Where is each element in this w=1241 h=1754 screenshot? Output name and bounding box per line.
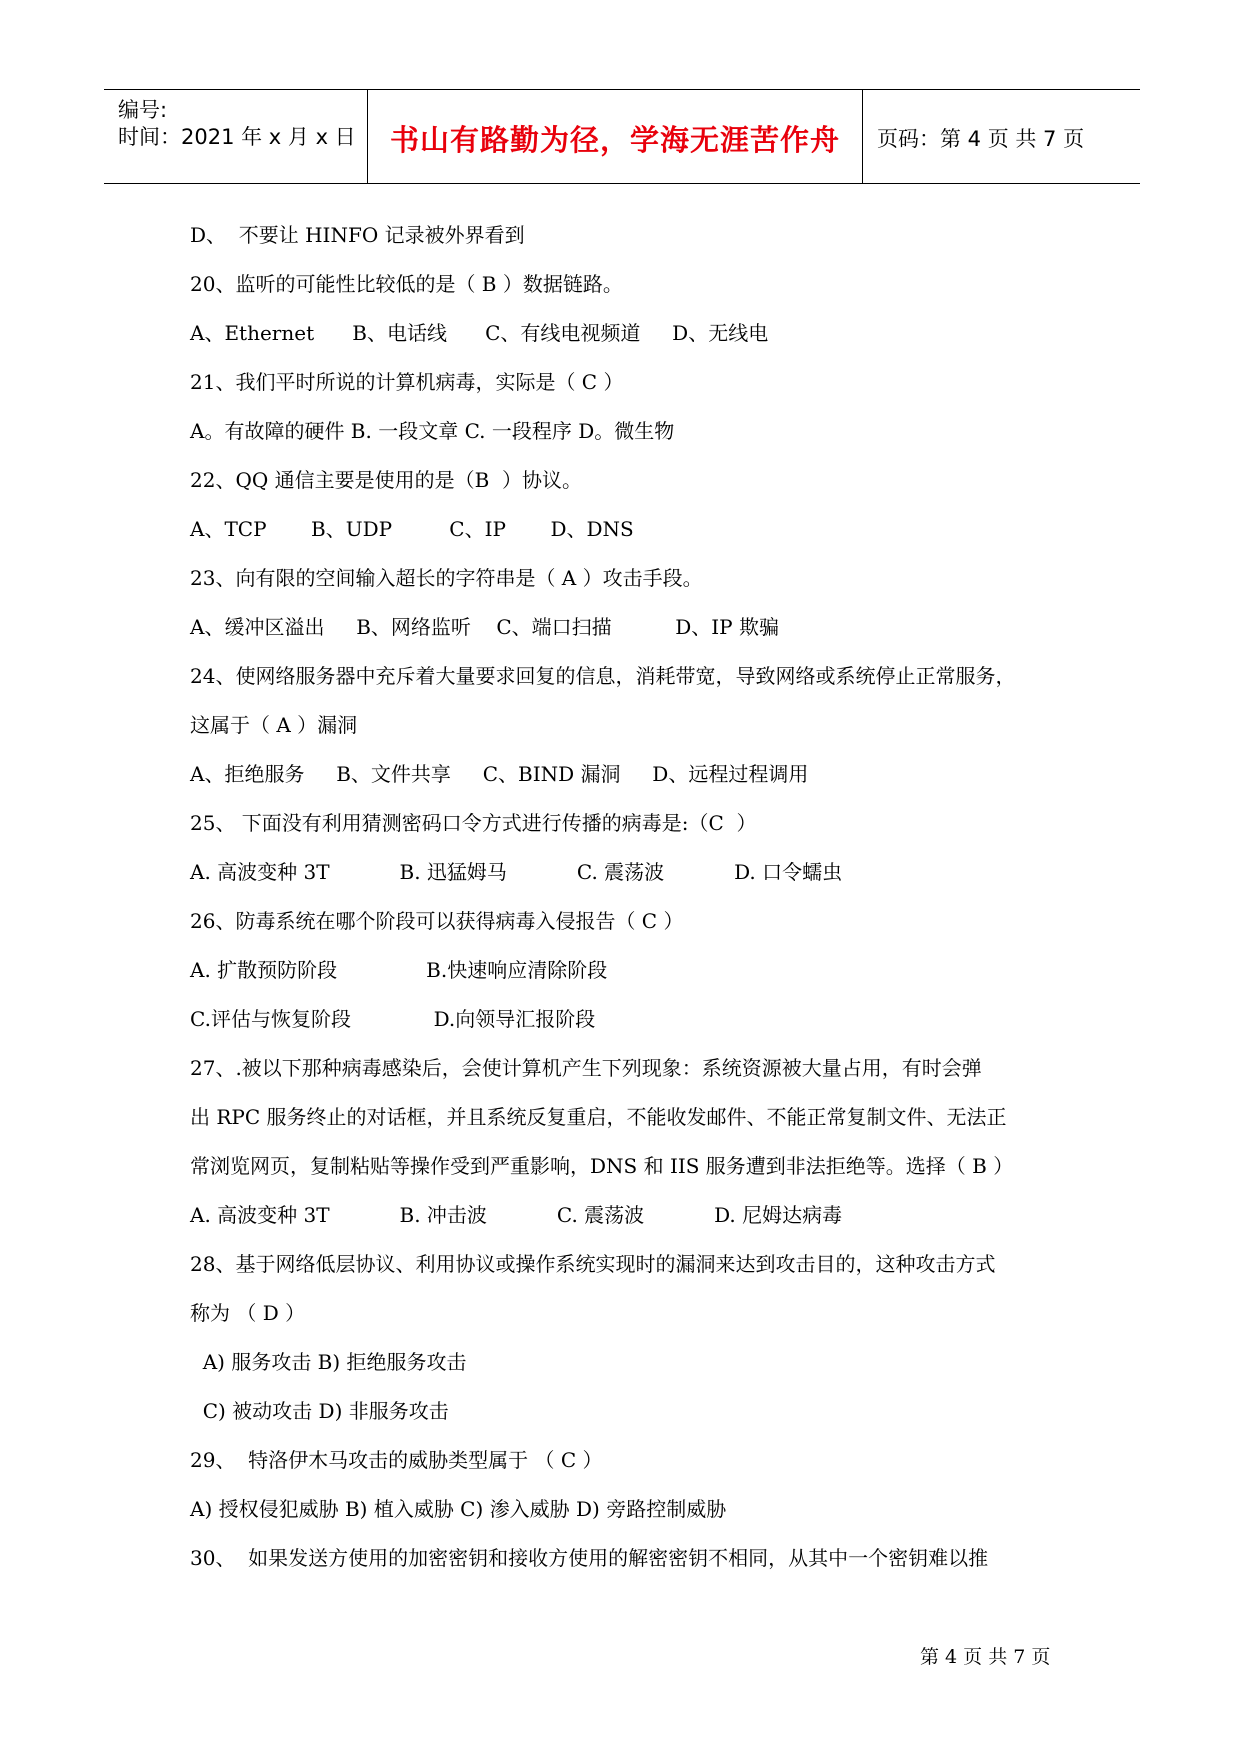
document-number-label: 编号: <box>118 98 168 122</box>
text-line: 22、QQ 通信主要是使用的是（B ）协议。 <box>190 468 583 492</box>
header-middle-cell <box>367 90 863 183</box>
text-line: 28、基于网络低层协议、利用协议或操作系统实现时的漏洞来达到攻击目的，这种攻击方式 <box>190 1252 996 1276</box>
header-right-cell <box>863 90 1140 183</box>
text-line: 25、 下面没有利用猜测密码口令方式进行传播的病毒是:（C ） <box>190 811 757 835</box>
text-line: 出 RPC 服务终止的对话框，并且系统反复重启，不能收发邮件、不能正常复制文件、无法正 <box>190 1105 1007 1129</box>
text-line: 这属于（ A ）漏洞 <box>190 713 358 737</box>
text-line: A、缓冲区溢出 B、网络监听 C、端口扫描 D、IP 欺骗 <box>190 615 779 639</box>
text-line: A. 高波变种 3T B. 冲击波 C. 震荡波 D. 尼姆达病毒 <box>190 1203 843 1227</box>
header-left-cell <box>104 90 367 183</box>
text-line: 21、我们平时所说的计算机病毒，实际是（ C ） <box>190 370 624 394</box>
text-line: A、拒绝服务 B、文件共享 C、BIND 漏洞 D、远程过程调用 <box>190 762 809 786</box>
text-line: 24、使网络服务器中充斥着大量要求回复的信息，消耗带宽，导致网络或系统停止正常服务， <box>190 664 1016 688</box>
text-line: A。有故障的硬件 B. 一段文章 C. 一段程序 D。微生物 <box>190 419 675 443</box>
text-line: A) 授权侵犯威胁 B) 植入威胁 C) 渗入威胁 D) 旁路控制威胁 <box>190 1497 727 1521</box>
text-line: A、TCP B、UDP C、IP D、DNS <box>190 517 634 541</box>
text-line: A. 高波变种 3T B. 迅猛姆马 C. 震荡波 D. 口令蠕虫 <box>190 860 843 884</box>
text-line: C) 被动攻击 D) 非服务攻击 <box>190 1399 449 1423</box>
text-line: A. 扩散预防阶段 B.快速响应清除阶段 <box>190 958 608 982</box>
page-header <box>104 89 1140 184</box>
text-line: 20、监听的可能性比较低的是（ B ）数据链路。 <box>190 272 623 296</box>
text-line: D、 不要让 HINFO 记录被外界看到 <box>190 223 525 247</box>
header-motto: 书山有路勤为径，学海无涯苦作舟 <box>389 123 840 157</box>
header-page-info: 页码：第 4 页 共 7 页 <box>877 127 1085 151</box>
text-line: 常浏览网页，复制粘贴等操作受到严重影响，DNS 和 IIS 服务遭到非法拒绝等。选择（ B ） <box>190 1154 1014 1178</box>
text-line: 23、向有限的空间输入超长的字符串是（ A ）攻击手段。 <box>190 566 703 590</box>
document-time-label: 时间：2021 年 x 月 x 日 <box>118 125 356 149</box>
text-line: 26、防毒系统在哪个阶段可以获得病毒入侵报告（ C ） <box>190 909 684 933</box>
text-line: 27、.被以下那种病毒感染后，会使计算机产生下列现象：系统资源被大量占用，有时会弹 <box>190 1056 982 1080</box>
text-line: 30、 如果发送方使用的加密密钥和接收方使用的解密密钥不相同，从其中一个密钥难以推 <box>190 1546 989 1570</box>
text-line: 29、 特洛伊木马攻击的威胁类型属于 （ C ） <box>190 1448 603 1472</box>
text-line: A、Ethernet B、电话线 C、有线电视频道 D、无线电 <box>190 321 769 345</box>
text-line: A) 服务攻击 B) 拒绝服务攻击 <box>190 1350 467 1374</box>
text-line: 称为 （ D ） <box>190 1301 306 1325</box>
page-footer: 第 4 页 共 7 页 <box>920 1646 1051 1668</box>
text-line: C.评估与恢复阶段 D.向领导汇报阶段 <box>190 1007 596 1031</box>
